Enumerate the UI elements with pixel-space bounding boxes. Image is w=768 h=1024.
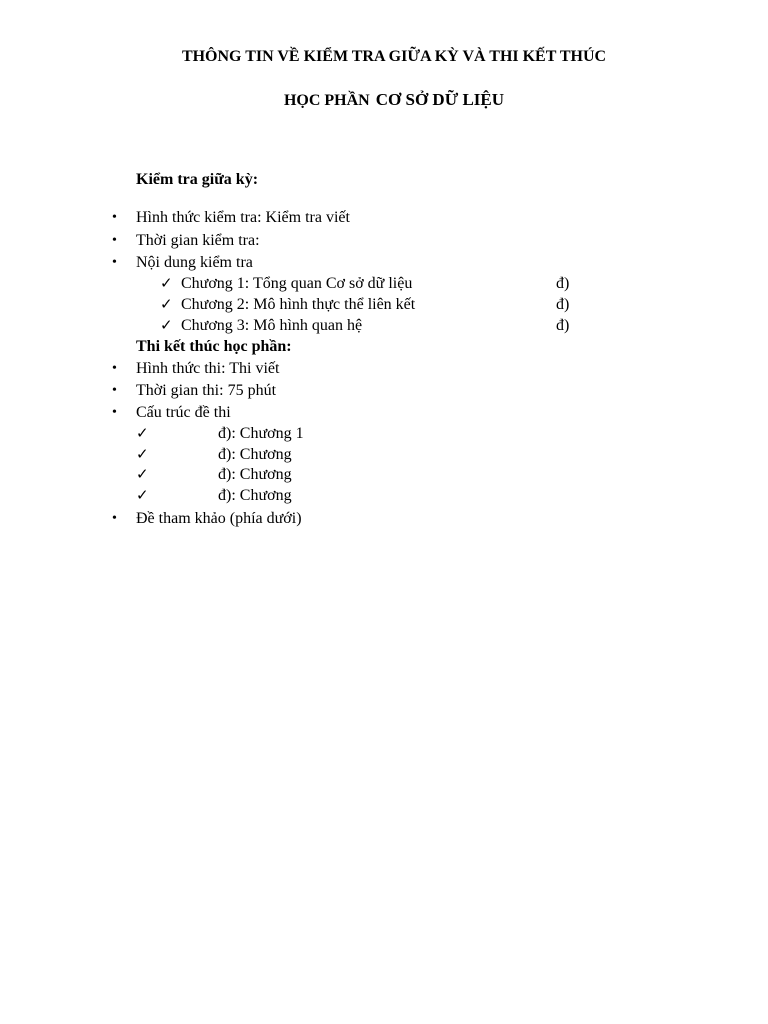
course-title [0,90,768,110]
check-icon: ✓ [160,318,173,334]
midterm-format: Hình thức kiểm tra: Kiểm tra viết [136,209,350,226]
chapter-score: đ) [556,296,570,313]
chapter-score: đ) [556,275,570,292]
structure-item: đ): Chương [218,466,292,483]
check-icon: ✓ [160,276,173,292]
structure-item: đ): Chương 1 [218,425,304,442]
document-title: THÔNG TIN VỀ KIỂM TRA GIỮA KỲ VÀ THI KẾT THÚC [181,48,607,65]
check-icon: ✓ [136,488,149,504]
check-icon: ✓ [160,297,173,313]
structure-item: đ): Chương [218,487,292,504]
reference-exam: Đề tham khảo (phía dưới) [136,510,302,527]
structure-item: đ): Chương [218,446,292,463]
chapter-item: Chương 2: Mô hình thực thể liên kết [181,296,416,313]
bullet-icon: • [112,210,117,225]
chapter-item: Chương 3: Mô hình quan hệ [181,317,363,334]
check-icon: ✓ [136,426,149,442]
bullet-icon: • [112,383,117,398]
chapter-score: đ) [556,317,570,334]
check-icon: ✓ [136,467,149,483]
bullet-icon: • [112,233,117,248]
final-format: Hình thức thi: Thi viết [136,360,280,377]
final-heading: Thi kết thúc học phần: [136,338,292,355]
midterm-content: Nội dung kiểm tra [136,254,253,271]
bullet-icon: • [112,405,117,420]
check-icon: ✓ [136,447,149,463]
bullet-icon: • [112,255,117,270]
chapter-item: Chương 1: Tổng quan Cơ sở dữ liệu [181,275,413,292]
course-title-prefix: HỌC PHẦN [283,92,370,109]
bullet-icon: • [112,511,117,526]
bullet-icon: • [112,361,117,376]
midterm-time: Thời gian kiểm tra: [136,232,260,249]
final-structure: Cấu trúc đề thi [136,404,231,421]
midterm-heading: Kiểm tra giữa kỳ: [136,171,259,188]
course-subject: CƠ SỞ DỮ LIỆU [375,90,505,109]
final-duration: Thời gian thi: 75 phút [136,382,277,399]
